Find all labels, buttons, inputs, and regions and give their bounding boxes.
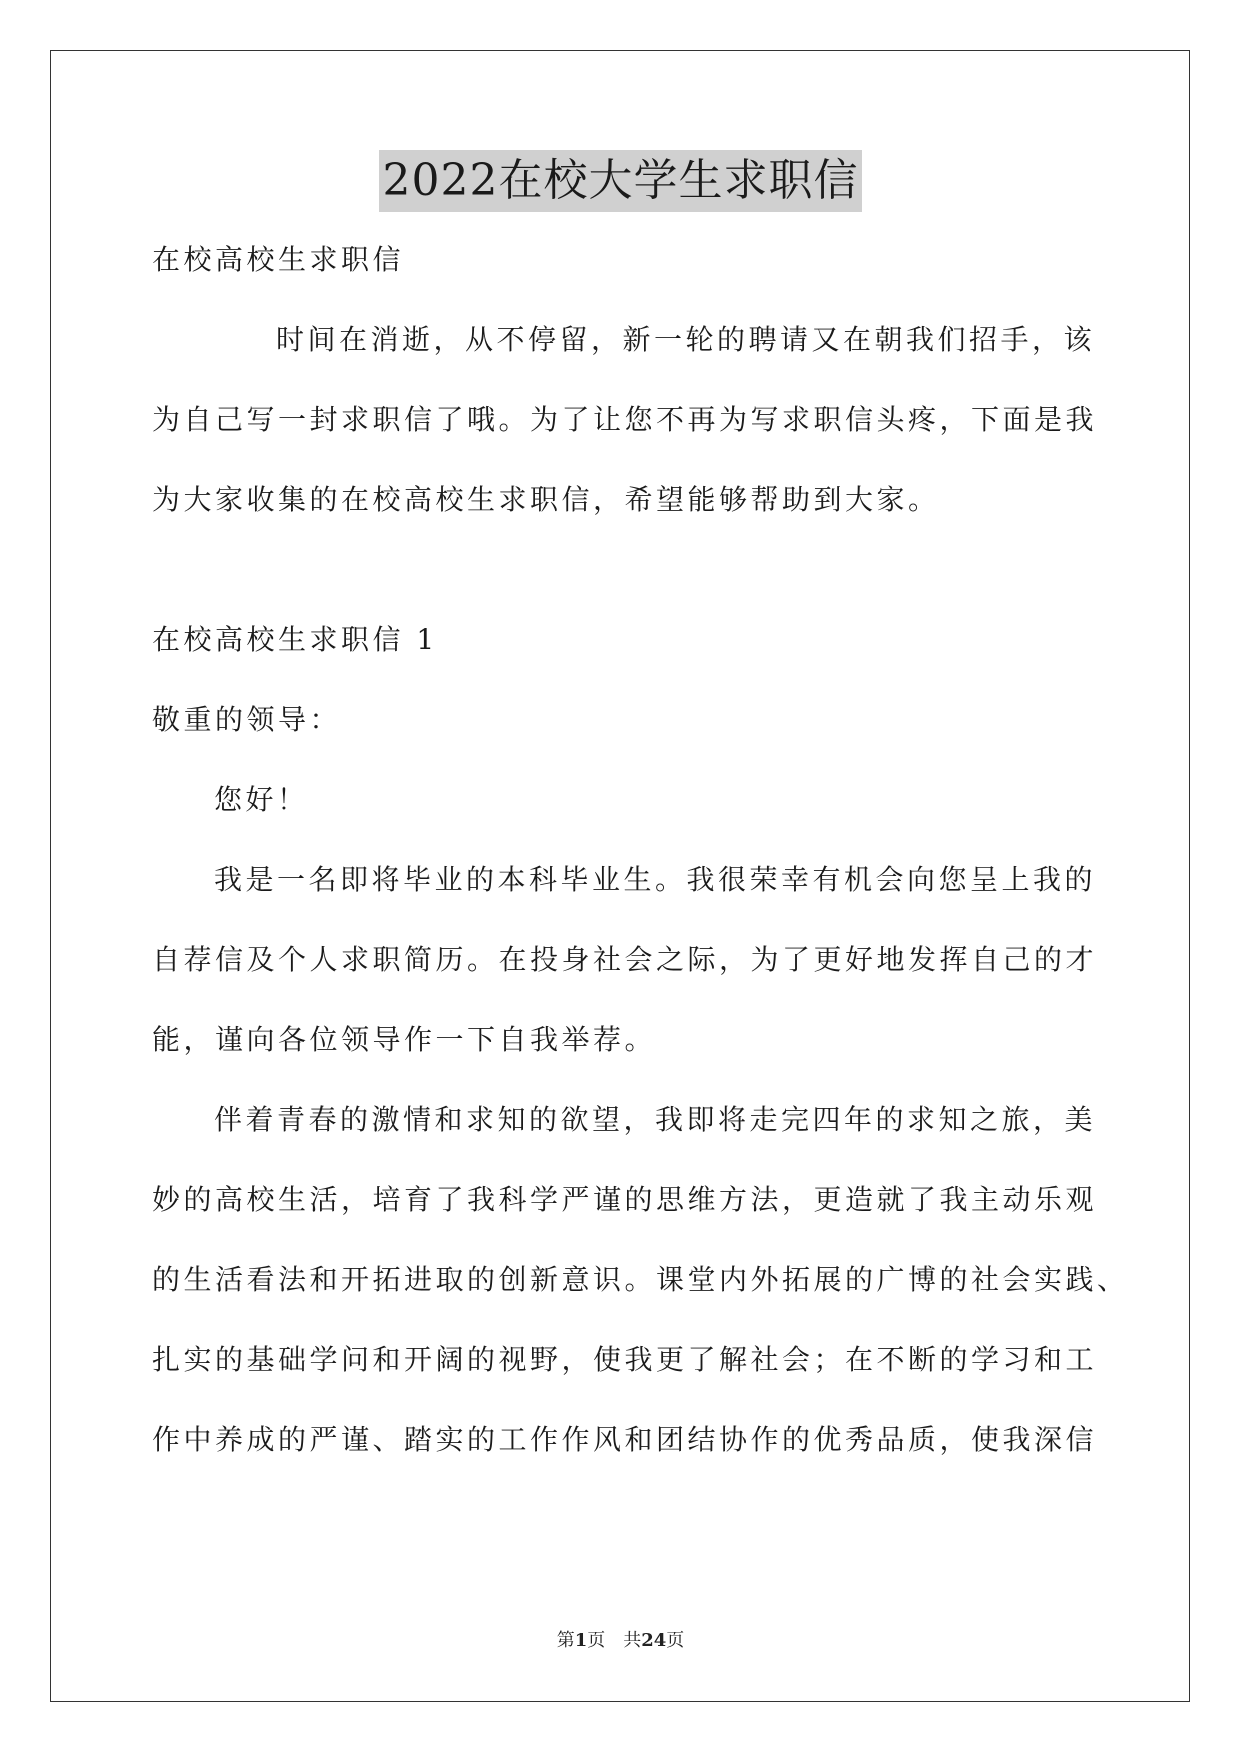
paragraph-line: 为大家收集的在校高校生求职信，希望能够帮助到大家。 [152, 483, 940, 516]
document-title [0, 150, 1241, 212]
paragraph-line: 扎实的基础学问和开阔的视野，使我更了解社会；在不断的学习和工 [152, 1343, 1098, 1376]
paragraph-line: 我是一名即将毕业的本科毕业生。我很荣幸有机会向您呈上我的 [214, 863, 1097, 896]
page-footer [0, 1626, 1241, 1652]
paragraph-line: 伴着青春的激情和求知的欲望，我即将走完四年的求知之旅，美 [214, 1103, 1097, 1136]
total-page-count: 24 [641, 1630, 667, 1651]
title-text: 2022在校大学生求职信 [379, 150, 863, 212]
section-heading: 在校高校生求职信 1 [152, 623, 438, 656]
paragraph-line: 妙的高校生活，培育了我科学严谨的思维方法，更造就了我主动乐观 [152, 1183, 1098, 1216]
footer-prefix: 第 [556, 1630, 575, 1651]
salutation: 敬重的领导： [152, 703, 342, 736]
paragraph-line: 为自己写一封求职信了哦。为了让您不再为写求职信头疼，下面是我 [152, 403, 1098, 436]
paragraph-line: 能，谨向各位领导作一下自我举荐。 [152, 1023, 657, 1056]
current-page-number: 1 [574, 1630, 588, 1651]
footer-suffix: 页 [666, 1630, 685, 1651]
paragraph-line: 自荐信及个人求职简历。在投身社会之际，为了更好地发挥自己的才 [152, 943, 1098, 976]
paragraph-line: 作中养成的严谨、踏实的工作作风和团结协作的优秀品质，使我深信 [152, 1423, 1098, 1456]
paragraph-line: 的生活看法和开拓进取的创新意识。课堂内外拓展的广博的社会实践、 [152, 1263, 1129, 1296]
subtitle: 在校高校生求职信 [152, 243, 405, 276]
greeting: 您好！ [214, 783, 309, 816]
footer-mid: 页 共 [587, 1630, 642, 1651]
paragraph-line: 时间在消逝，从不停留，新一轮的聘请又在朝我们招手，该 [276, 323, 1096, 356]
